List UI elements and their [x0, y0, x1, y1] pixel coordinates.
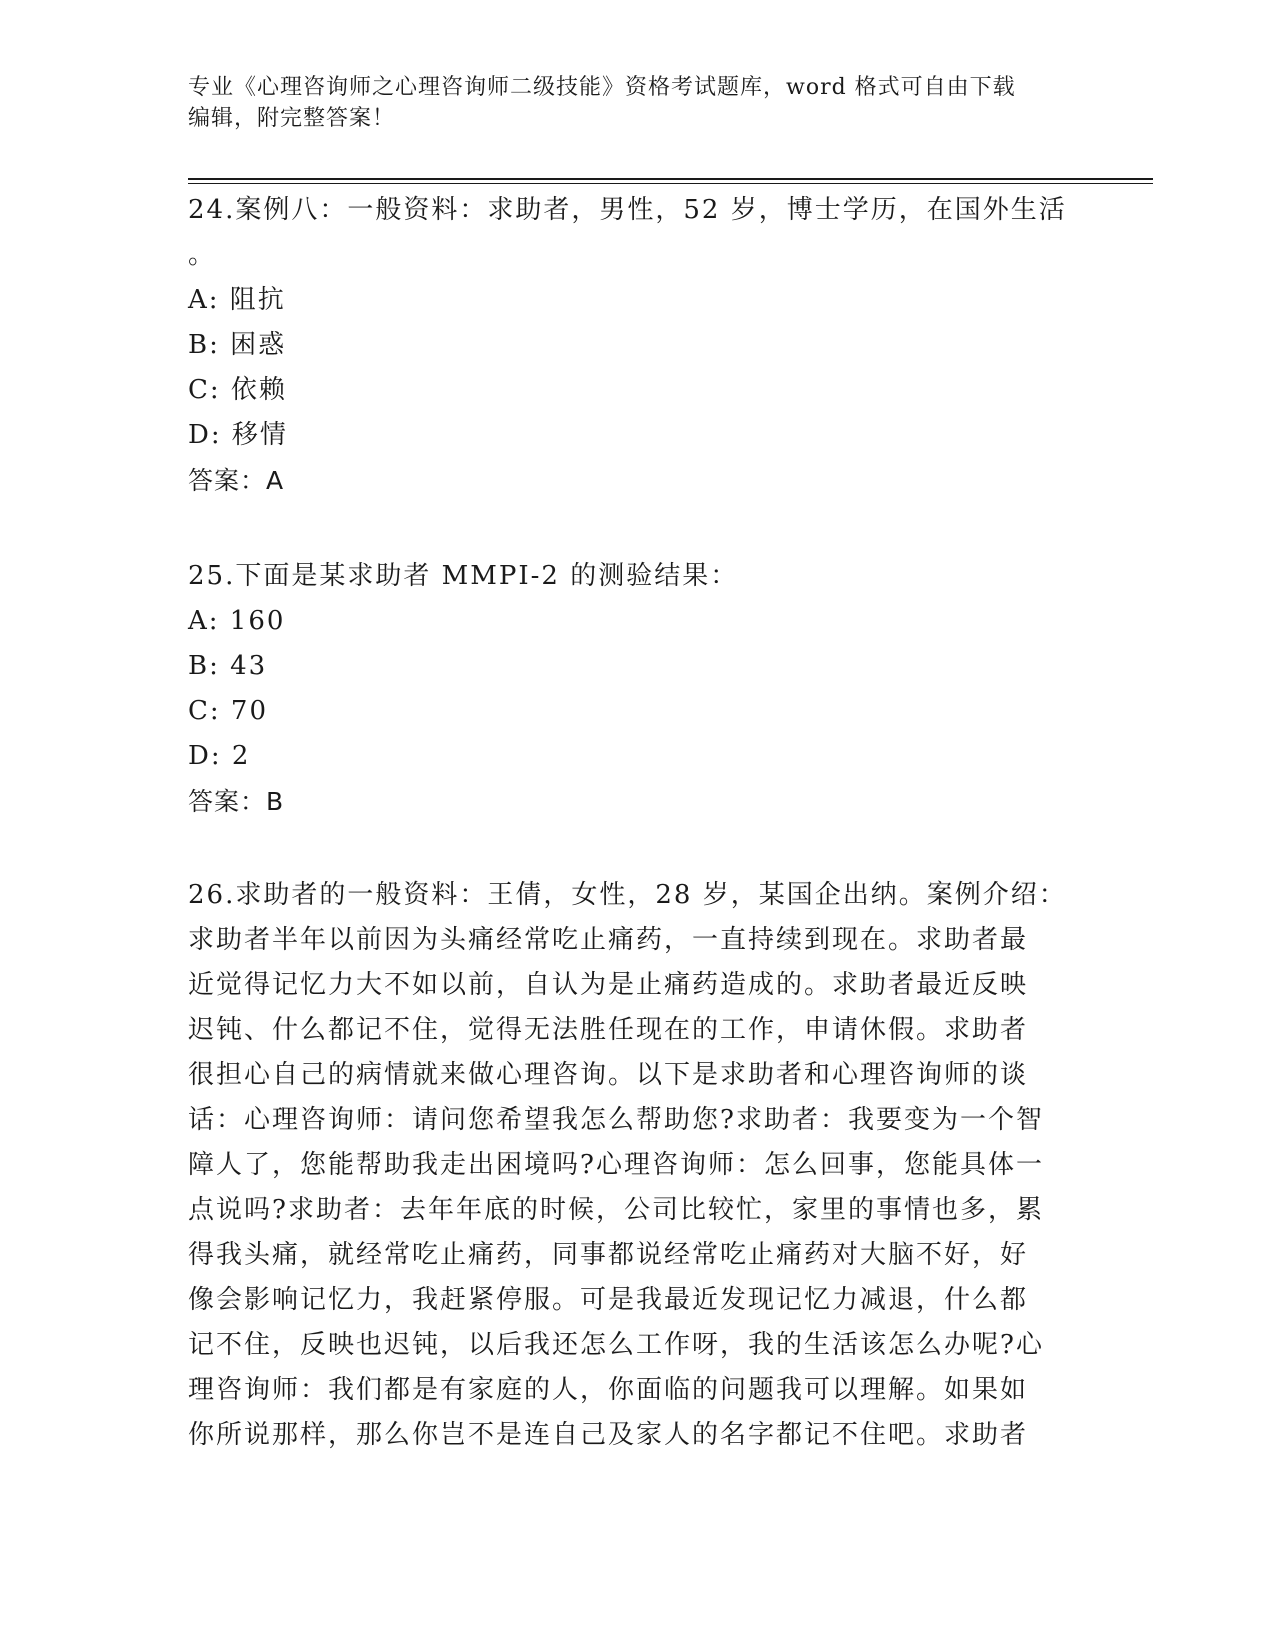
- question-24: [188, 188, 1093, 503]
- document-header: [188, 72, 1068, 134]
- question-stem-line: 得我头痛，就经常吃止痛药，同事都说经常吃止痛药对大脑不好，好: [188, 1240, 1029, 1270]
- header-line: 专业《心理咨询师之心理咨询师二级技能》资格考试题库，word 格式可自由下载: [188, 75, 1016, 100]
- question-26: [188, 873, 1068, 1458]
- option-d: D: 移情: [188, 420, 288, 450]
- question-stem-line: 像会影响记忆力，我赶紧停服。可是我最近发现记忆力减退，什么都: [188, 1285, 1029, 1315]
- option-b: B: 困惑: [188, 330, 287, 360]
- answer: 答案：A: [188, 466, 285, 495]
- question-stem: 24.案例八：一般资料：求助者，男性，52 岁，博士学历，在国外生活: [188, 195, 1067, 225]
- question-stem-line: 迟钝、什么都记不住，觉得无法胜任现在的工作，申请休假。求助者: [188, 1015, 1029, 1045]
- question-stem: 。: [188, 240, 217, 270]
- question-25: [188, 554, 1093, 824]
- header-divider-thin: [188, 183, 1153, 184]
- header-divider: [188, 178, 1153, 180]
- option-a: A: 阻抗: [188, 285, 286, 315]
- question-stem-line: 记不住，反映也迟钝，以后我还怎么工作呀，我的生活该怎么办呢?心: [188, 1330, 1044, 1360]
- question-stem-line: 话：心理咨询师：请问您希望我怎么帮助您?求助者：我要变为一个智: [188, 1105, 1044, 1135]
- option-c: C: 70: [188, 696, 269, 726]
- option-a: A: 160: [188, 606, 286, 636]
- question-stem: 25.下面是某求助者 MMPI-2 的测验结果：: [188, 561, 739, 591]
- option-d: D: 2: [188, 741, 251, 771]
- question-stem-line: 理咨询师：我们都是有家庭的人，你面临的问题我可以理解。如果如: [188, 1375, 1029, 1405]
- answer: 答案：B: [188, 787, 285, 816]
- question-stem-line: 障人了，您能帮助我走出困境吗?心理咨询师：怎么回事，您能具体一: [188, 1150, 1044, 1180]
- question-stem-line: 26.求助者的一般资料：王倩，女性，28 岁，某国企出纳。案例介绍：: [188, 880, 1067, 910]
- question-stem-line: 近觉得记忆力大不如以前，自认为是止痛药造成的。求助者最近反映: [188, 970, 1029, 1000]
- header-line: 编辑，附完整答案！: [188, 106, 396, 131]
- question-stem-line: 很担心自己的病情就来做心理咨询。以下是求助者和心理咨询师的谈: [188, 1060, 1029, 1090]
- question-stem-line: 点说吗?求助者：去年年底的时候，公司比较忙，家里的事情也多，累: [188, 1195, 1044, 1225]
- option-c: C: 依赖: [188, 375, 287, 405]
- option-b: B: 43: [188, 651, 268, 681]
- question-stem-line: 求助者半年以前因为头痛经常吃止痛药，一直持续到现在。求助者最: [188, 925, 1029, 955]
- question-stem-line: 你所说那样，那么你岂不是连自己及家人的名字都记不住吧。求助者: [188, 1420, 1029, 1450]
